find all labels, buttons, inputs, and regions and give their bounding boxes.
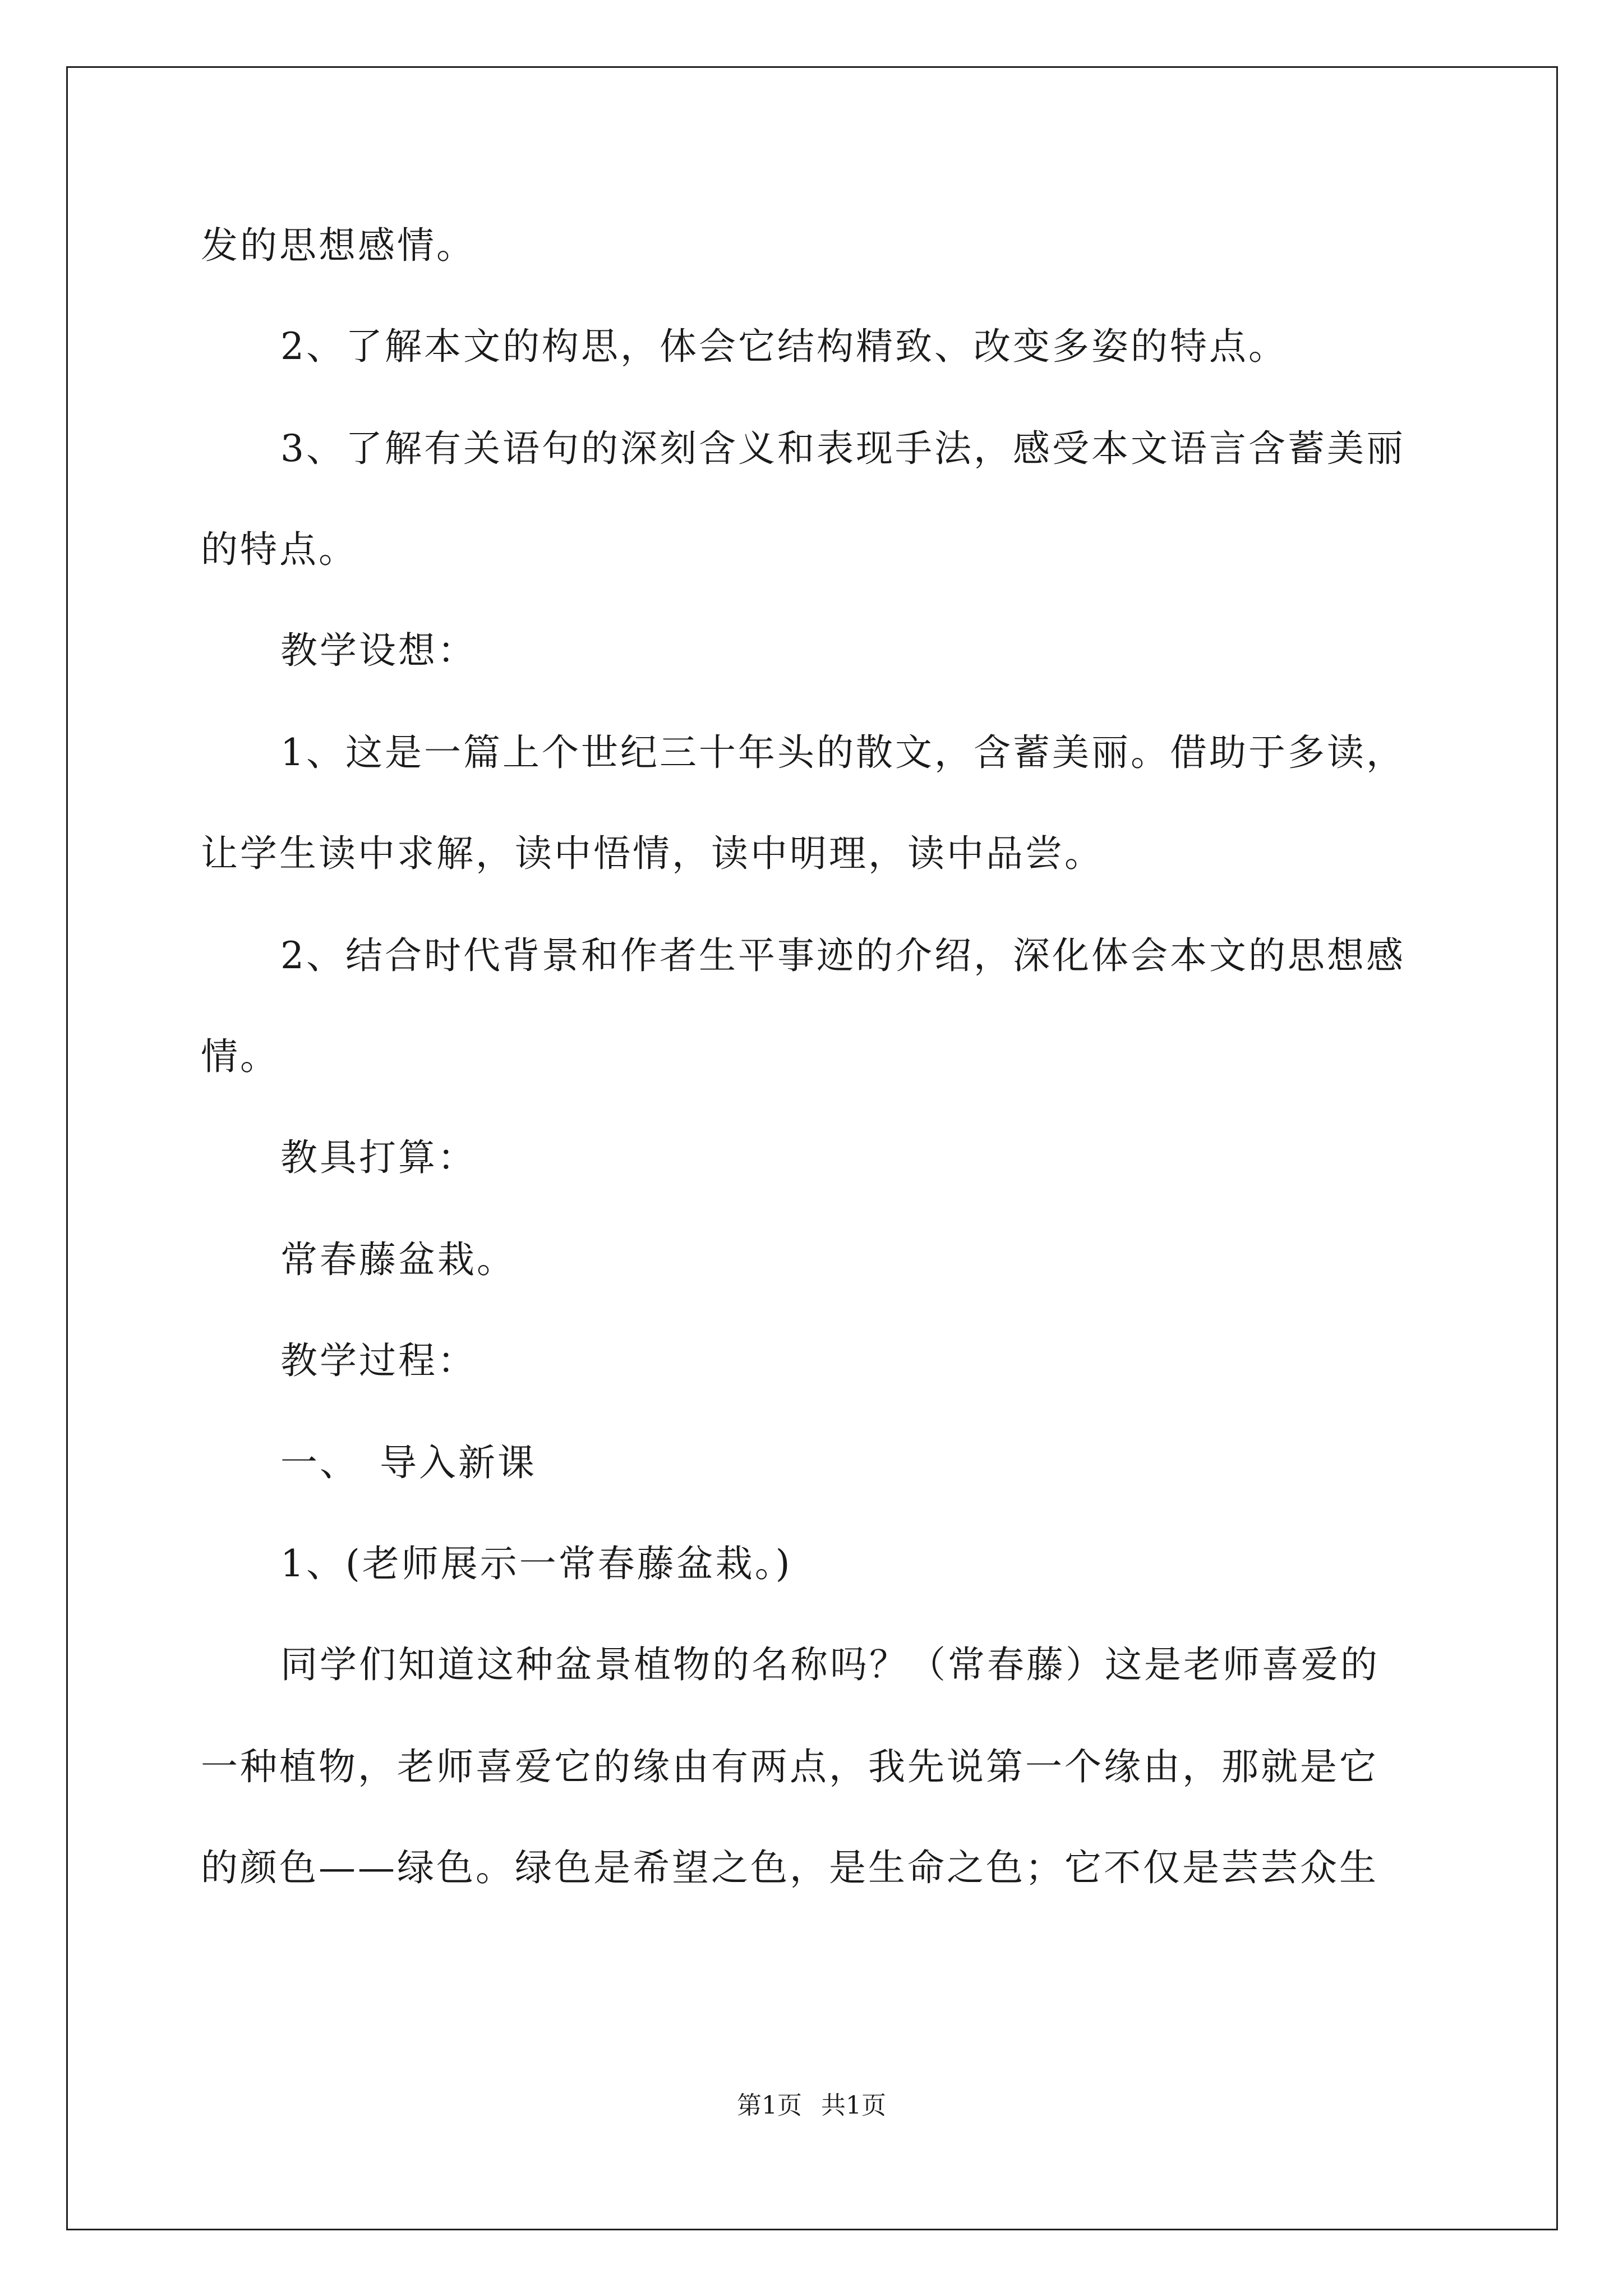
section-heading: 教学设想： — [280, 629, 477, 672]
text-line: 一种植物，老师喜爱它的缘由有两点，我先说第一个缘由，那就是它 — [201, 1745, 1378, 1788]
page-total: 共1页 — [821, 2091, 886, 2120]
text-line: 1、这是一篇上个世纪三十年头的散文，含蓄美丽。借助于多读， — [280, 731, 1405, 774]
text-line: 2、了解本文的构思，体会它结构精致、改变多姿的特点。 — [280, 325, 1288, 368]
text-line: 常春藤盆栽。 — [280, 1238, 516, 1281]
section-heading: 教学过程： — [280, 1339, 477, 1382]
page-footer — [0, 2089, 1623, 2123]
text-line: 的特点。 — [201, 528, 358, 571]
text-line: 发的思想感情。 — [201, 224, 476, 267]
page-number: 第1页 — [737, 2091, 802, 2120]
text-line: 的颜色——绿色。绿色是希望之色，是生命之色；它不仅是芸芸众生 — [201, 1846, 1378, 1889]
text-line: 同学们知道这种盆景植物的名称吗？（常春藤）这是老师喜爱的 — [280, 1643, 1380, 1686]
section-heading: 教具打算： — [280, 1136, 477, 1179]
text-line: 让学生读中求解，读中悟情，读中明理，读中品尝。 — [201, 832, 1104, 875]
text-line: 2、结合时代背景和作者生平事迹的介绍，深化体会本文的思想感 — [280, 934, 1405, 977]
text-line: 3、了解有关语句的深刻含义和表现手法，感受本文语言含蓄美丽 — [280, 427, 1405, 470]
text-line: 1、(老师展示一常春藤盆栽。) — [280, 1542, 792, 1585]
subsection-heading: 一、 导入新课 — [280, 1441, 537, 1484]
text-line: 情。 — [201, 1035, 279, 1078]
